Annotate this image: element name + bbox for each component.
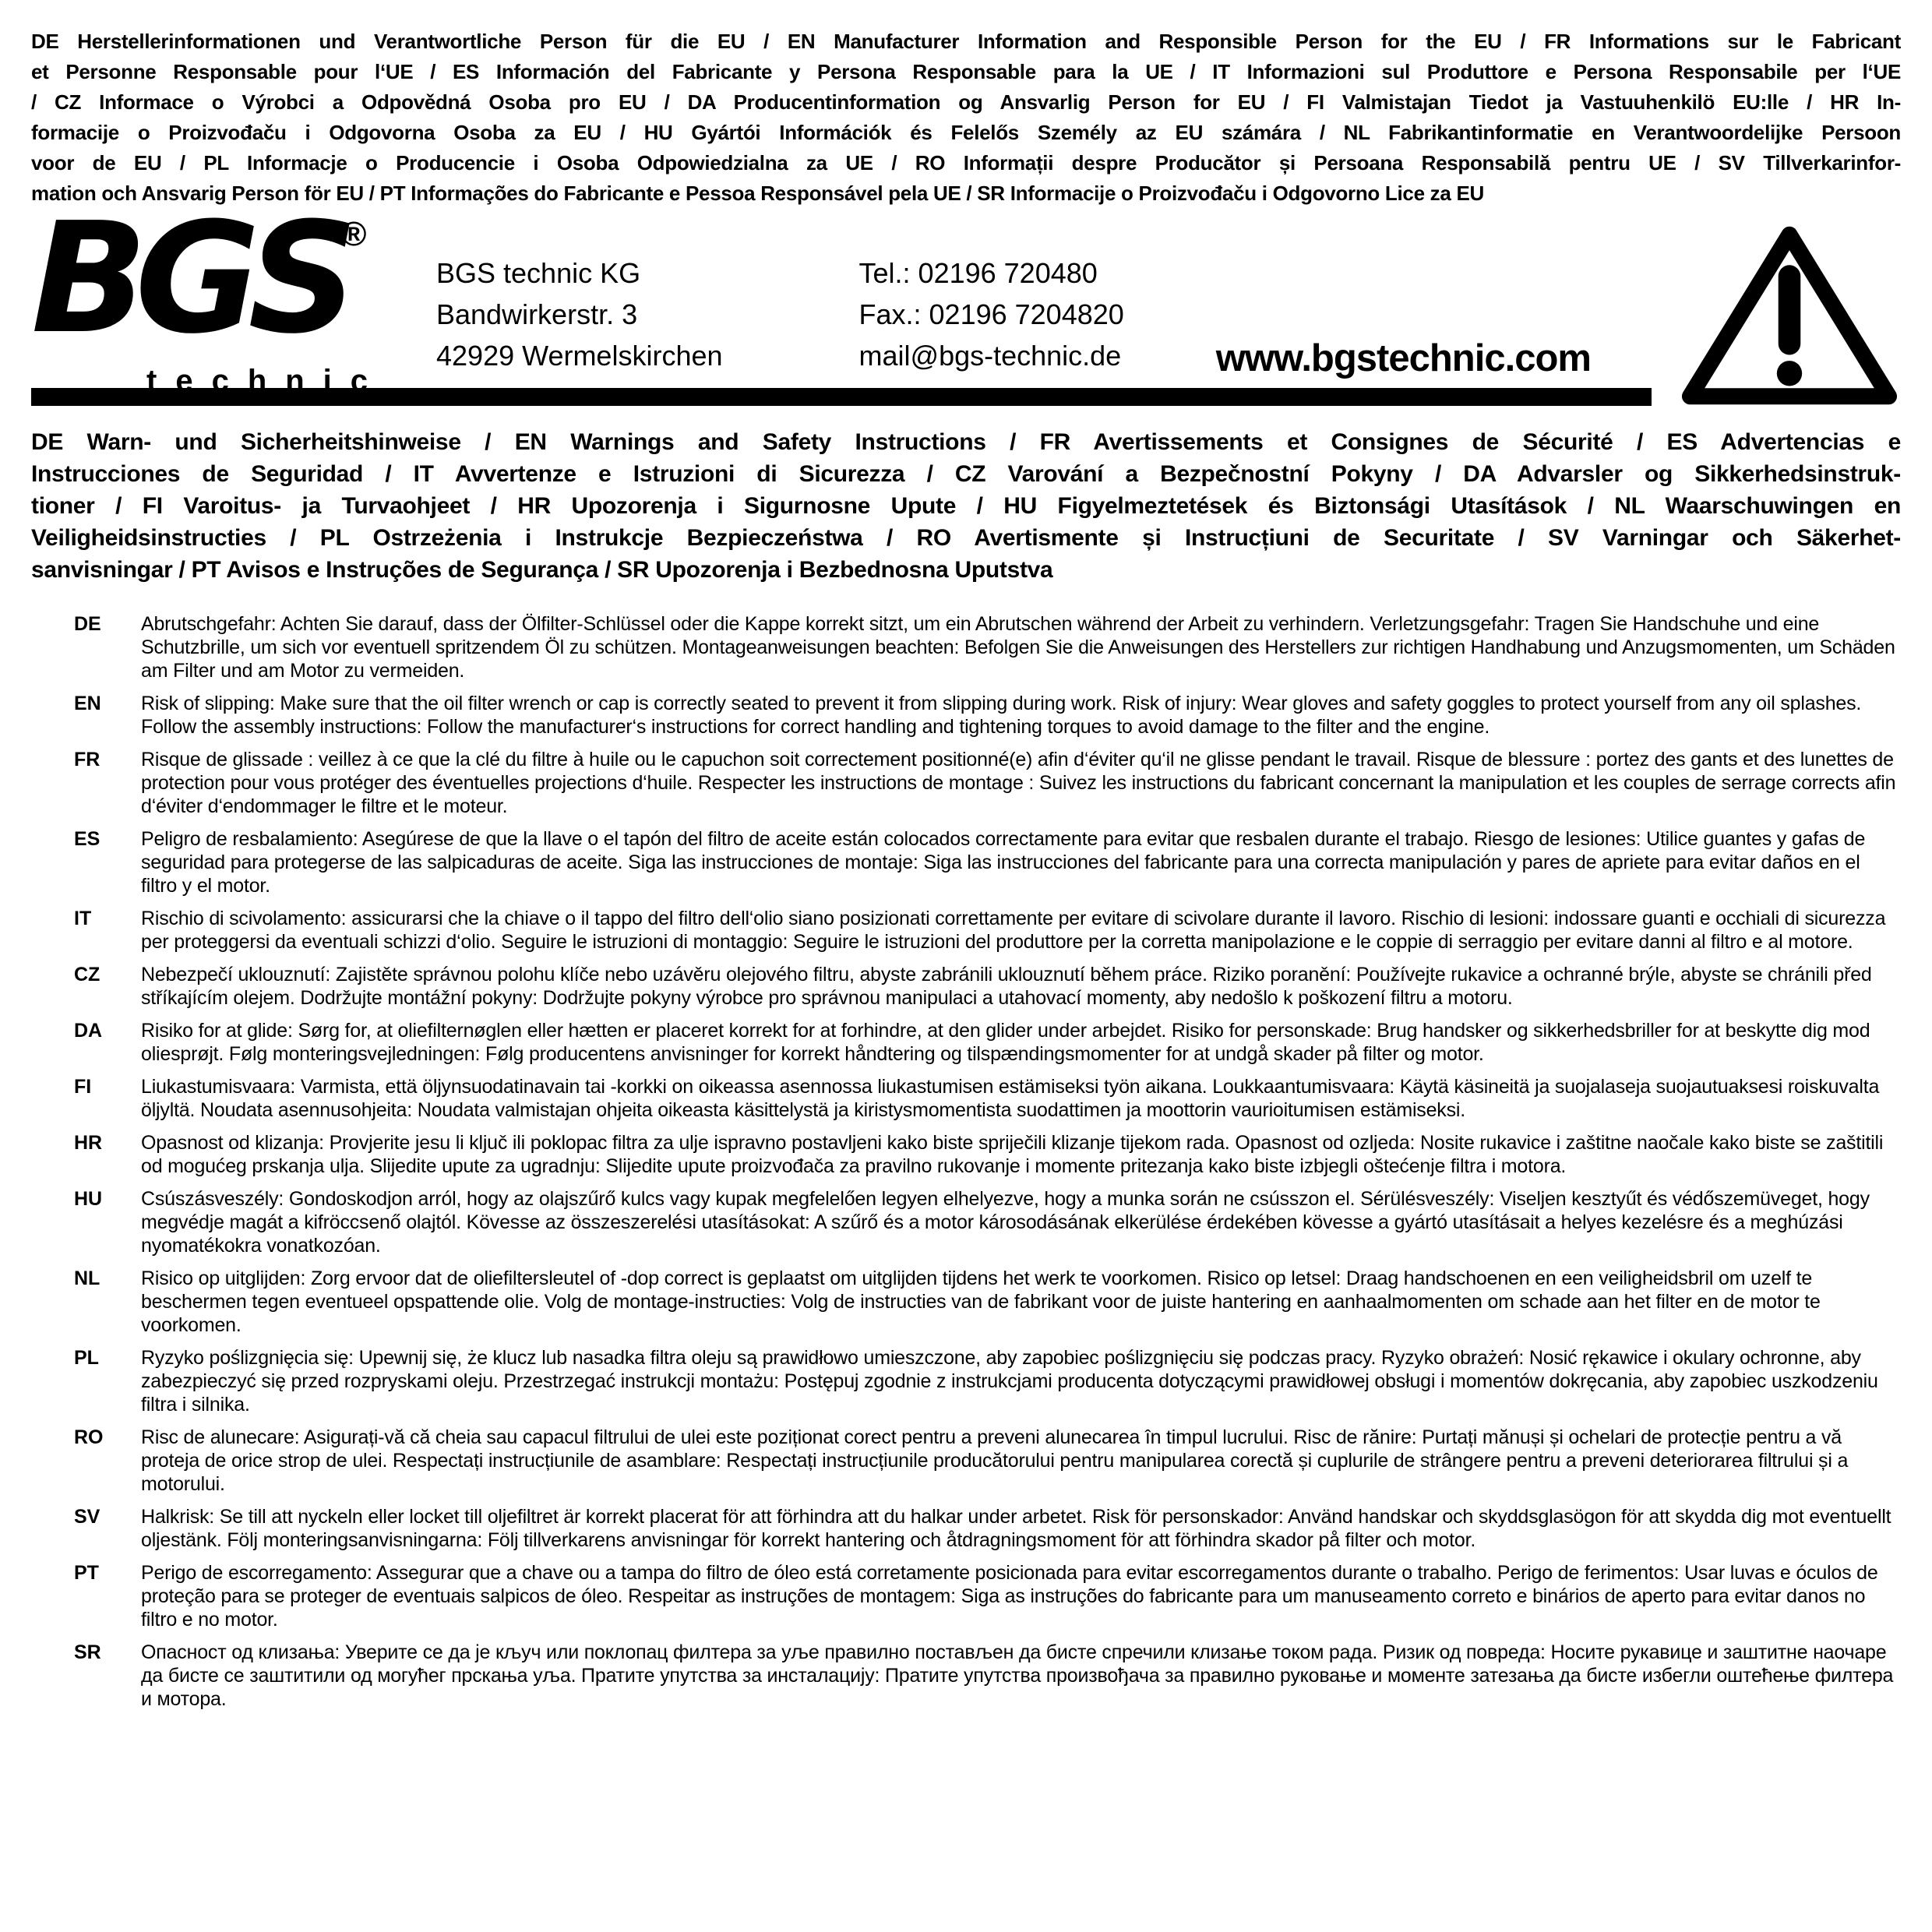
warning-item-nl <box>74 1267 1901 1337</box>
language-code: SR <box>74 1641 101 1663</box>
language-code: DA <box>74 1020 103 1042</box>
safety-header-line: tioner / FI Varoitus- ja Turvaohjeet / HR Upozorenja i Sigurnosne Upute / HU Figyelmeztetések és Biztonsági Utasítások / NL Waarschuwingen en <box>31 493 1901 519</box>
warning-triangle-icon <box>1678 223 1901 412</box>
warning-text: Nebezpečí uklouznutí: Zajistěte správnou polohu klíče nebo uzávěru olejového filtru, abyste zabránili uklouznutí během práce. Riziko poranění: Používejte rukavice a ochranné brýle, abyste se chránili před stříkajícím olejem. Dodržujte montážní pokyny: Dodržujte pokyny výrobce pro správnou manipulaci a utahovací momenty, aby nedošlo k poškození filtru a motoru. <box>141 964 1872 1009</box>
manufacturer-header-line: et Personne Responsable pour l‘UE / ES Información del Fabricante y Persona Responsable para la UE / IT Informazioni sul Produttore e Persona Responsabile per l‘UE <box>31 60 1901 83</box>
company-email: mail@bgs-technic.de <box>858 340 1122 372</box>
manufacturer-header-line: formacije o Proizvođaču i Odgovorna Osoba za EU / HU Gyártói Információk és Felelős Személy az EU számára / NL Fabrikantinformatie en Verantwoordelijke Persoon <box>31 121 1901 144</box>
warning-text: Rischio di scivolamento: assicurarsi che la chiave o il tappo del filtro dell‘olio siano posizionati correttamente per evitare di scivolare durante il lavoro. Rischio di lesioni: indossare guanti e occhiali di sicurezza per proteggersi da eventuali schizzi d‘olio. Seguire le istruzioni di montaggio: Seguire le istruzioni del produttore per la corretta manipolazione e le coppie di serraggio per evitare danni al filtro e al motore. <box>141 908 1886 953</box>
registered-trademark-icon: ® <box>341 215 367 253</box>
safety-header-line: DE Warn- und Sicherheitshinweise / EN Warnings and Safety Instructions / FR Avertissements et Consignes de Sécurité / ES Advertencias e <box>31 429 1901 455</box>
warning-item-sv <box>74 1505 1901 1552</box>
warning-item-ro <box>74 1426 1901 1496</box>
language-code: FI <box>74 1076 92 1098</box>
warning-text: Opasnost od klizanja: Provjerite jesu li ključ ili poklopac filtra za ulje ispravno postavljeni kako biste spriječili klizanje tijekom rada. Opasnost od ozljeda: Nosite rukavice i zaštitne naočale kako biste se zaštitili od mogućeg prskanja ulja. Slijedite upute za ugradnju: Slijedite upute proizvođača za pravilno rukovanje i momente pritezanja kako biste izbjegli oštećenje filtra i motora. <box>141 1132 1884 1177</box>
company-tel: Tel.: 02196 720480 <box>858 257 1098 289</box>
company-address <box>436 252 723 376</box>
language-code: IT <box>74 908 92 929</box>
language-code: HR <box>74 1132 103 1154</box>
company-fax: Fax.: 02196 7204820 <box>858 298 1124 330</box>
manufacturer-header-line: DE Herstellerinformationen und Verantwortliche Person für die EU / EN Manufacturer Information and Responsible Person for the EU / FR Informations sur le Fabricant <box>31 30 1901 53</box>
company-contact <box>859 252 1124 376</box>
warning-item-pt <box>74 1561 1901 1631</box>
company-city: 42929 Wermelskirchen <box>436 340 723 372</box>
manufacturer-header <box>31 26 1901 209</box>
company-website: www.bgstechnic.com <box>1215 337 1591 379</box>
warning-text: Peligro de resbalamiento: Asegúrese de que la llave o el tapón del filtro de aceite están colocados correctamente para evitar que resbalen durante el trabajo. Riesgo de lesiones: Utilice guantes y gafas de seguridad para protegerse de las salpicaduras de aceite. Siga las instrucciones de montaje: Siga las instrucciones del fabricante para una correcta manipulación y pares de apriete para evitar daños en el filtro y el motor. <box>141 828 1866 897</box>
safety-header <box>31 426 1901 586</box>
language-code: FR <box>74 749 100 770</box>
warning-item-da <box>74 1019 1901 1066</box>
warning-text: Опасност од клизања: Уверите се да је кључ или поклопац филтера за уље правилно постављен да бисте спречили клизање током рада. Ризик од повреда: Носите рукавице и заштитне наочаре да бисте се заштитили од могућег прскања уља. Пратите упутства за инсталацију: Пратите упутства произвођача за правилно руковање и моменте затезања да бисте избегли оштећење филтера и мотора. <box>141 1641 1894 1710</box>
manufacturer-header-line: / CZ Informace o Výrobci a Odpovědná Osoba pro EU / DA Producentinformation og Ansvarlig Person for EU / FI Valmistajan Tiedot ja Vastuuhenkilö EU:lle / HR In- <box>31 90 1901 114</box>
bgs-logo <box>31 190 387 399</box>
bgs-logo-text: BGS <box>31 190 346 368</box>
language-code: HU <box>74 1188 103 1210</box>
warning-text: Risque de glissade : veillez à ce que la clé du filtre à huile ou le capuchon soit correctement positionné(e) afin d‘éviter qu‘il ne glisse pendant le travail. Risque de blessure : portez des gants et des lunettes de protection pour vous protéger des éventuelles projections d‘huile. Respecter les instructions de montage : Suivez les instructions du fabricant concernant la manipulation et les couples de serrage corrects afin d‘éviter d‘endommager le filtre et le moteur. <box>141 749 1896 817</box>
warning-text: Perigo de escorregamento: Assegurar que a chave ou a tampa do filtro de óleo está corretamente posicionada para evitar escorregamentos durante o trabalho. Perigo de ferimentos: Usar luvas e óculos de proteção para se proteger de eventuais salpicos de óleo. Respeitar as instruções de montagem: Siga as instruções do fabricante para um manuseamento correto e binários de aperto para evitar danos no filtro e no motor. <box>141 1562 1878 1631</box>
language-code: PT <box>74 1562 99 1584</box>
safety-header-line: Veiligheidsinstructies / PL Ostrzeżenia i Instrukcje Bezpieczeństwa / RO Avertismente și Instrucțiuni de Securitate / SV Varningar och Säkerhet- <box>31 525 1901 551</box>
company-name: BGS technic KG <box>436 257 641 289</box>
warning-text: Risiko for at glide: Sørg for, at oliefilternøglen eller hætten er placeret korrekt for at forhindre, at den glider under arbejdet. Risiko for personskade: Brug handsker og sikkerhedsbriller for at beskytte dig mod oliesprøjt. Følg monteringsvejledningen: Følg producentens anvisninger for korrekt håndtering og tilspændingsmomenter for at undgå skader på filter og motor. <box>141 1020 1870 1065</box>
warning-text: Risico op uitglijden: Zorg ervoor dat de oliefiltersleutel of -dop correct is geplaatst om uitglijden tijdens het werk te voorkomen. Risico op letsel: Draag handschoenen en een veiligheidsbril om uzelf te beschermen tegen eventueel opspattende olie. Volg de montage-instructies: Volg de instructies van de fabrikant voor de juiste hantering en aanhaalmomenten om schade aan het filter en de motor te voorkomen. <box>141 1267 1821 1336</box>
warning-text: Risc de alunecare: Asigurați-vă că cheia sau capacul filtrului de ulei este poziționat corect pentru a preveni alunecarea în timpul lucrului. Risc de rănire: Purtați mănuși și ochelari de protecție pentru a vă proteja de orice strop de ulei. Respectați instrucțiunile de asamblare: Respectați instrucțiunile producătorului pentru manipularea corectă și cuplurile de strângere pentru a preveni deteriorarea filtrului și a motorului. <box>141 1426 1849 1495</box>
manufacturer-header-line: voor de EU / PL Informacje o Producencie i Osoba Odpowiedzialna za UE / RO Informații despre Producător și Persoana Responsabilă pentru UE / SV Tillverkarinfor- <box>31 151 1901 175</box>
language-code: PL <box>74 1347 99 1369</box>
language-code: RO <box>74 1426 104 1448</box>
warning-item-es <box>74 827 1901 897</box>
warning-item-it <box>74 907 1901 954</box>
warning-item-sr <box>74 1641 1901 1711</box>
warning-text: Abrutschgefahr: Achten Sie darauf, dass der Ölfilter-Schlüssel oder die Kappe korrekt sitzt, um ein Abrutschen während der Arbeit zu verhindern. Verletzungsgefahr: Tragen Sie Handschuhe und eine Schutzbrille, um sich vor eventuell spritzendem Öl zu schützen. Montageanweisungen beachten: Befolgen Sie die Anweisungen des Herstellers zur richtigen Handhabung und Anzugsmomenten, um Schäden am Filter und am Motor zu vermeiden. <box>141 613 1895 682</box>
warning-text: Csúszásveszély: Gondoskodjon arról, hogy az olajszűrő kulcs vagy kupak megfelelően legyen elhelyezve, hogy a munka során ne csússzon el. Sérülésveszély: Viseljen kesztyűt és védőszemüveget, hogy megvédje magát a kifröccsenő olajtól. Kövesse az összeszerelési utasításokat: A szűrő és a motor károsodásának elkerülése érdekében kövesse a gyártó utasításait a helyes kezelésre és a meghúzási nyomatékokra vonatkozóan. <box>141 1188 1870 1257</box>
warning-item-hr <box>74 1131 1901 1178</box>
warning-text: Ryzyko poślizgnięcia się: Upewnij się, że klucz lub nasadka filtra oleju są prawidłowo umieszczone, aby zapobiec poślizgnięciu się podczas pracy. Ryzyko obrażeń: Nosić rękawice i okulary ochronne, aby zabezpieczyć się przed rozpryskami oleju. Przestrzegać instrukcji montażu: Postępuj zgodnie z instrukcjami producenta dotyczącymi prawidłowej obsługi i momentów dokręcania, aby zapobiec uszkodzeniu filtra i silnika. <box>141 1347 1878 1416</box>
warning-text: Risk of slipping: Make sure that the oil filter wrench or cap is correctly seated to prevent it from slipping during work. Risk of injury: Wear gloves and safety goggles to protect yourself from any oil splashes. Follow the assembly instructions: Follow the manufacturer‘s instructions for correct handling and tightening torques to avoid damage to the filter and the engine. <box>141 693 1862 738</box>
warning-list <box>74 612 1901 1711</box>
warning-item-pl <box>74 1346 1901 1416</box>
language-code: DE <box>74 613 101 635</box>
company-street: Bandwirkerstr. 3 <box>436 298 638 330</box>
language-code: CZ <box>74 964 100 985</box>
language-code: NL <box>74 1267 100 1289</box>
warning-item-cz <box>74 963 1901 1010</box>
warning-text: Halkrisk: Se till att nyckeln eller locket till oljefiltret är korrekt placerat för att förhindra att du halkar under arbetet. Risk för personskador: Använd handskar och skyddsglasögon för att skydda dig mot eventuellt oljestänk. Följ monteringsanvisningarna: Följ tillverkarens anvisningar för korrekt hantering och åtdragningsmoment för att förhindra skador på filter och motor. <box>141 1506 1891 1551</box>
warning-item-en <box>74 692 1901 739</box>
warning-item-fr <box>74 748 1901 818</box>
manufacturer-header-line: mation och Ansvarig Person för EU / PT Informações do Fabricante e Pessoa Responsável pela UE / SR Informacije o Proizvođaču i Odgovorno Lice za EU <box>31 182 1484 205</box>
bgs-logo-subtext: technic <box>146 364 387 398</box>
warning-item-hu <box>74 1187 1901 1257</box>
safety-header-line: sanvisningar / PT Avisos e Instruções de Segurança / SR Upozorenja i Bezbednosna Uputstva <box>31 557 1053 583</box>
language-code: ES <box>74 828 100 850</box>
warning-text: Liukastumisvaara: Varmista, että öljynsuodatinavain tai -korkki on oikeassa asennossa liukastumisen estämiseksi työn aikana. Loukkaantumisvaara: Käytä käsineitä ja suojalaseja suojautuaksesi roiskuvalta öljyltä. Noudata asennusohjeita: Noudata valmistajan ohjeita oikeasta käsittelystä ja kiristysmomentista suodattimen ja moottorin vaurioitumisen estämiseksi. <box>141 1076 1880 1121</box>
language-code: SV <box>74 1506 100 1528</box>
safety-header-line: Instrucciones de Seguridad / IT Avvertenze e Istruzioni di Sicurezza / CZ Varování a Bezpečnostní Pokyny / DA Advarsler og Sikkerhedsinstruk- <box>31 461 1901 487</box>
language-code: EN <box>74 693 101 714</box>
warning-item-fi <box>74 1075 1901 1122</box>
warning-item-de <box>74 612 1901 682</box>
